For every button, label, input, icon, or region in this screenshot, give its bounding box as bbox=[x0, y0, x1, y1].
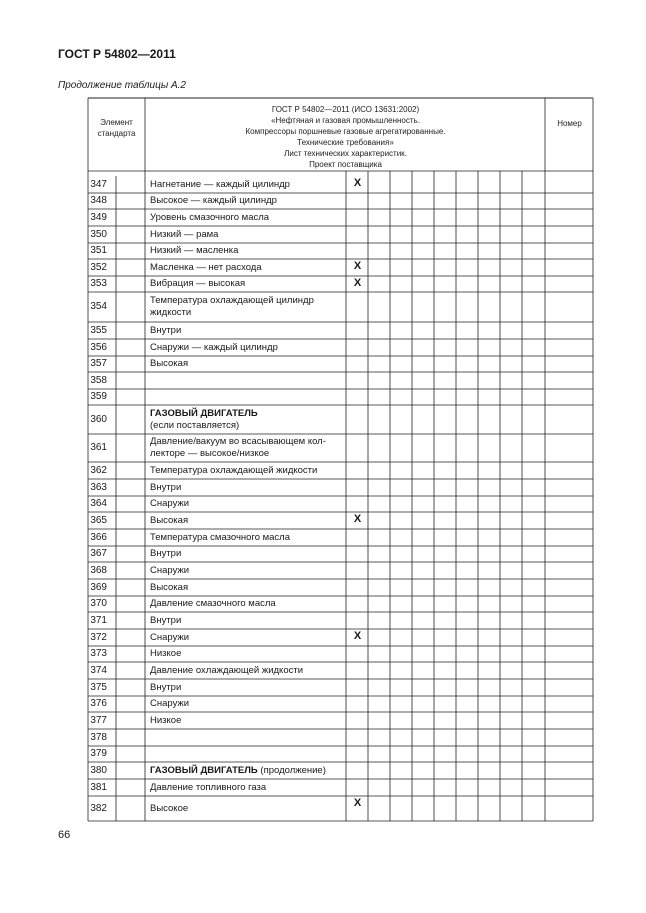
row-description bbox=[150, 226, 344, 243]
row-number: 356 bbox=[90, 341, 107, 353]
row-description bbox=[150, 389, 344, 405]
row-number: 364 bbox=[90, 498, 107, 509]
row-description bbox=[150, 529, 344, 546]
row-number: 355 bbox=[90, 324, 107, 336]
row-description-line: ГАЗОВЫЙ ДВИГАТЕЛЬ bbox=[150, 407, 258, 419]
row-number: 363 bbox=[90, 481, 107, 493]
row-description-line: ГАЗОВЫЙ ДВИГАТЕЛЬ bbox=[150, 764, 258, 776]
row-mark: X bbox=[353, 513, 362, 525]
row-description bbox=[150, 729, 344, 746]
row-description bbox=[150, 546, 344, 562]
row-number: 349 bbox=[90, 211, 107, 223]
header-number-label: Номер bbox=[557, 119, 582, 128]
row-mark: X bbox=[353, 177, 362, 189]
header-title-line: Технические требования» bbox=[297, 138, 394, 147]
row-description bbox=[150, 612, 344, 629]
row-number: 377 bbox=[90, 714, 107, 726]
row-description bbox=[150, 746, 344, 762]
row-description-line: (если поставляется) bbox=[150, 419, 240, 431]
row-number: 367 bbox=[90, 548, 107, 559]
row-number: 365 bbox=[90, 514, 107, 526]
row-description-line: Низкий — рама bbox=[150, 228, 219, 240]
row-number: 361 bbox=[90, 442, 107, 453]
header-title-line: «Нефтяная и газовая промышленность. bbox=[271, 116, 420, 125]
row-number: 370 bbox=[90, 598, 107, 609]
row-description-line: Нагнетание — каждый цилиндр bbox=[150, 178, 290, 190]
header-title-line: Компрессоры поршневые газовые агрегатированные. bbox=[245, 127, 446, 136]
row-description-line: Снаружи bbox=[150, 564, 190, 576]
row-description-line: Внутри bbox=[150, 681, 182, 693]
row-number: 348 bbox=[90, 195, 107, 206]
row-description bbox=[150, 372, 344, 389]
row-description-line: жидкости bbox=[150, 307, 192, 318]
row-description bbox=[150, 629, 344, 646]
row-number: 347 bbox=[90, 178, 107, 190]
row-description bbox=[150, 209, 344, 226]
row-number: 358 bbox=[90, 374, 107, 386]
page-number: 66 bbox=[58, 829, 71, 841]
row-number: 376 bbox=[90, 698, 107, 709]
row-description bbox=[150, 646, 344, 662]
row-description bbox=[150, 662, 344, 679]
row-number: 380 bbox=[90, 764, 107, 776]
row-description bbox=[150, 405, 344, 434]
row-number: 351 bbox=[90, 245, 107, 256]
row-description bbox=[150, 512, 344, 529]
row-description-line: Вибрация — высокая bbox=[150, 278, 246, 289]
row-description-line: Снаружи bbox=[150, 498, 190, 509]
row-number: 352 bbox=[90, 261, 107, 273]
row-mark: X bbox=[353, 260, 362, 272]
row-description-line: Высокая bbox=[150, 358, 189, 369]
row-description bbox=[150, 796, 344, 821]
row-description bbox=[150, 259, 344, 276]
row-description-line: Уровень смазочного масла bbox=[150, 211, 270, 223]
row-description-line: Низкий — масленка bbox=[150, 245, 239, 256]
row-number: 375 bbox=[90, 681, 107, 693]
row-description-line: Температура смазочного масла bbox=[150, 531, 291, 543]
row-number: 372 bbox=[90, 631, 107, 643]
row-description bbox=[150, 779, 344, 796]
row-description-line: Внутри bbox=[150, 548, 182, 559]
row-number: 382 bbox=[90, 802, 107, 814]
row-description bbox=[150, 339, 344, 356]
row-number: 381 bbox=[90, 781, 107, 793]
row-mark: X bbox=[353, 277, 362, 289]
header-title-line: ГОСТ Р 54802—2011 (ИСО 13631:2002) bbox=[271, 105, 420, 114]
row-description-line: Температура охлаждающей жидкости bbox=[150, 464, 318, 476]
row-description bbox=[150, 193, 344, 209]
header-title-line: Проект поставщика bbox=[309, 160, 382, 169]
row-number: 379 bbox=[90, 748, 107, 759]
row-number: 362 bbox=[90, 464, 107, 476]
row-number: 368 bbox=[90, 564, 107, 576]
row-description-line: Снаружи bbox=[150, 631, 190, 643]
header-title-line: Лист технических характеристик. bbox=[284, 149, 407, 158]
row-mark: X bbox=[353, 630, 362, 642]
row-number: 369 bbox=[90, 581, 107, 593]
row-description bbox=[150, 479, 344, 496]
row-number: 371 bbox=[90, 614, 107, 626]
row-number: 354 bbox=[90, 301, 107, 312]
row-description-line: Масленка — нет расхода bbox=[150, 261, 262, 273]
row-description-line: (продолжение) bbox=[257, 764, 326, 776]
row-description bbox=[150, 596, 344, 612]
row-number: 360 bbox=[90, 413, 107, 425]
row-description-line: Внутри bbox=[150, 614, 182, 626]
row-description-line: Высокая bbox=[150, 581, 189, 593]
row-description-line: Давление смазочного масла bbox=[150, 598, 276, 609]
header-element-label-line1: Элемент bbox=[100, 118, 133, 127]
row-number: 366 bbox=[90, 531, 107, 543]
row-description-line: Высокое — каждый цилиндр bbox=[150, 195, 277, 206]
row-description bbox=[150, 322, 344, 339]
row-description bbox=[150, 434, 344, 462]
row-description bbox=[150, 762, 344, 779]
row-description bbox=[150, 243, 344, 259]
row-description bbox=[150, 462, 344, 479]
row-description-line: Внутри bbox=[150, 481, 182, 493]
document-code: ГОСТ Р 54802—2011 bbox=[58, 47, 176, 61]
row-description bbox=[150, 712, 344, 729]
row-number: 357 bbox=[90, 358, 107, 369]
row-description bbox=[150, 696, 344, 712]
row-description-line: Снаружи — каждый цилиндр bbox=[150, 341, 278, 353]
row-description-line: Высокая bbox=[150, 514, 189, 526]
row-number: 378 bbox=[90, 731, 107, 743]
row-description-line: Внутри bbox=[150, 324, 182, 336]
row-description bbox=[150, 579, 344, 596]
row-description-line: Давление охлаждающей жидкости bbox=[150, 664, 304, 676]
row-description-line: Снаружи bbox=[150, 698, 190, 709]
row-description bbox=[150, 292, 344, 322]
header-element-column bbox=[88, 117, 145, 139]
row-number: 373 bbox=[90, 648, 107, 659]
header-title-block bbox=[146, 104, 545, 170]
row-description-line: Низкое bbox=[150, 648, 182, 659]
row-description bbox=[150, 276, 344, 292]
row-number: 374 bbox=[90, 664, 107, 676]
row-description-line: Низкое bbox=[150, 714, 182, 726]
row-number: 359 bbox=[90, 391, 107, 402]
row-description-line: Температура охлаждающей цилиндр bbox=[150, 295, 314, 306]
row-description bbox=[150, 176, 344, 193]
row-description-line: лекторе — высокое/низкое bbox=[150, 448, 270, 459]
row-number: 353 bbox=[90, 278, 107, 289]
row-description bbox=[150, 679, 344, 696]
row-number: 350 bbox=[90, 228, 107, 240]
row-description bbox=[150, 356, 344, 372]
row-mark: X bbox=[353, 797, 362, 809]
row-description-line: Высокое bbox=[150, 802, 189, 814]
row-description bbox=[150, 562, 344, 579]
row-description-line: Давление/вакуум во всасывающем кол- bbox=[150, 436, 326, 447]
row-description-line: Давление топливного газа bbox=[150, 781, 267, 793]
header-element-label-line2: стандарта bbox=[97, 129, 136, 138]
row-description bbox=[150, 496, 344, 512]
table-continuation-label: Продолжение таблицы А.2 bbox=[58, 80, 186, 91]
